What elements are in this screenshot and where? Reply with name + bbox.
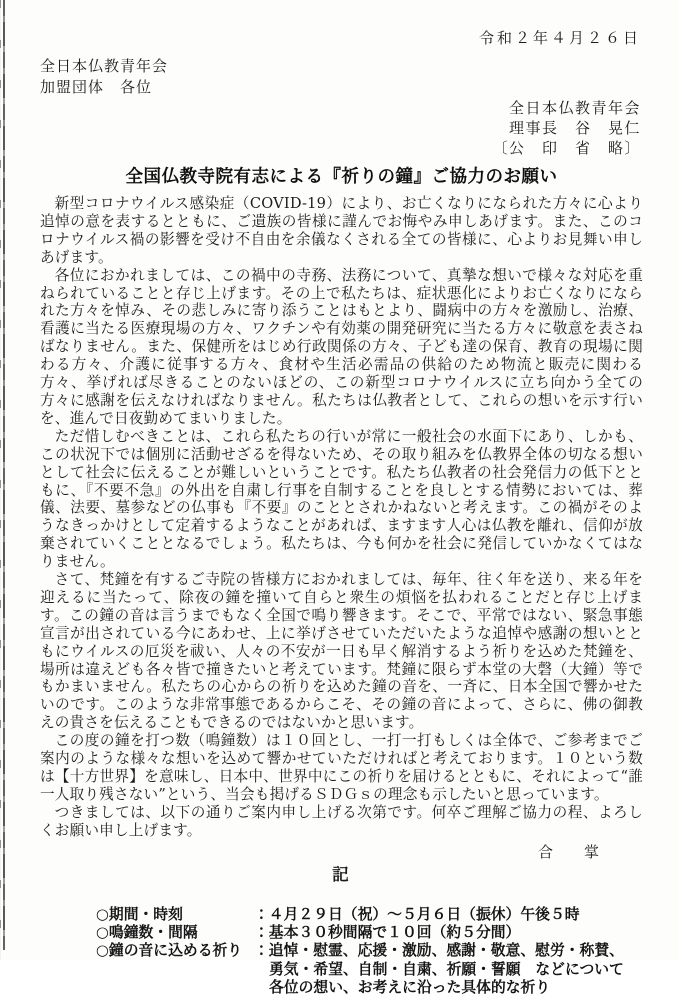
paragraph-3: ただ惜しむべきことは、これら私たちの行いが常に一般社会の水面下にあり、しかも、この状況下では個別に活動せざるを得ないため、その取り組みを仏教界全体の切なる想いとして社会に伝えることが難しいということです。私たち仏教者の社会発信力の低下とともに、『不要不急』の外出を自粛し行事を自制することを良しとする情勢においては、葬儀、法要、墓参などの仏事も『不要』のこととされかねないと考えます。この禍がそのようなきっかけとして定着するようなことがあれば、ますます人心は仏教を離れ、信仰が放棄されていくこととなるでしょう。私たちは、今も何かを社会に発信していかなくてはなりません。 (40, 427, 643, 571)
body-text (40, 195, 643, 840)
sender-title-name: 理事長 谷 晃仁 (508, 119, 641, 137)
item-period-value-line: ：４月２９日（祝）～５月６日（振休）午後５時 (254, 905, 580, 923)
item-ring-count-value-line: ：基本３０秒間隔で１０回（約５分間） (254, 924, 521, 942)
paragraph-1: 新型コロナウイルス感染症（COVID-19）により、お亡くなりになられた方々に心より追悼の意を表するとともに、ご遺族の皆様に謹んでお悔やみ申しあげます。また、このコロナウイルス禍の影響を受け不自由を余儀なくされる全ての皆様に、心よりお見舞い申しあげます。 (40, 195, 643, 266)
sender-org: 全日本仏教青年会 (508, 99, 641, 117)
item-prayers-value (254, 942, 643, 997)
item-prayers-value-line-3: 各位の想い、お考えに沿った具体的な祈り (269, 979, 551, 997)
item-prayers-value-line-1: ：追悼・慰霊、応援・激励、感謝・敬意、慰労・称賛、 (254, 942, 624, 960)
item-prayers (96, 942, 643, 997)
document-date: 令和２年４月２６日 (478, 29, 641, 47)
document-title: 全国仏教寺院有志による『祈りの鐘』ご協力のお願い (125, 167, 558, 187)
gassho-closing: 合 掌 (537, 842, 607, 861)
item-period-label: ○期間・時刻 (96, 905, 183, 923)
item-ring-count-label: ○鳴鐘数・間隔 (96, 924, 198, 942)
scan-edge-artifact (0, 0, 1, 960)
ki-heading: 記 (332, 864, 351, 884)
paragraph-5: この度の鐘を打つ数（鳴鐘数）は１０回とし、一打一打もしくは全体で、ご参考までご案内のような様々な想いを込めて響かせていただければと考えております。１０という数は【十方世界】を意味し、日本中、世界中にこの祈りを届けるとともに、それによって“誰一人取り残さない”という、当会も掲げるＳＤＧｓの理念も示したいと思っています。 (40, 732, 643, 803)
sender-seal-note: 〔公 印 省 略〕 (492, 139, 641, 157)
item-ring-count-value (254, 924, 643, 942)
paragraph-4: さて、梵鐘を有するご寺院の皆様方におかれましては、毎年、往く年を送り、来る年を迎えるに当たって、除夜の鐘を撞いて自らと衆生の煩悩を払われることだと存じ上げます。この鐘の音は言うまでもなく全国で鳴り響きます。そこで、平常ではない、緊急事態宣言が出されている今にあわせ、上に挙げさせていただいたような追悼や感謝の想いとともにウイルスの厄災を祓い、人々の不安が一日も早く解消するよう祈りを込めた梵鐘を、場所は違えども各々皆で撞きたいと考えています。梵鐘に限らず本堂の大磬（大鐘）等でもかまいません。私たちの心からの祈りを込めた鐘の音を、一斉に、日本全国で響かせたいのです。このような非常事態であるからこそ、その鐘の音によって、さらに、佛の御教えの貴さを伝えることもできるのではないかと思います。 (40, 571, 643, 732)
notice-items (96, 906, 643, 998)
addressee-salutation: 加盟団体 各位 (40, 78, 153, 96)
item-prayers-value-line-2: 勇気・希望、自制・自粛、祈願・誓願 などについて (269, 960, 624, 978)
paragraph-2: 各位におかれましては、この禍中の寺務、法務について、真摯な想いで様々な対応を重ねられていることと存じ上げます。その上で私たちは、症状悪化によりお亡くなりになられた方々を悼み、その悲しみに寄り添うことはもとより、闘病中の方々を激励し、治療、看護に当たる医療現場の方々、ワクチンや有効薬の開発研究に当たる方々に敬意を表さねばなりません。また、保健所をはじめ行政関係の方々、子ども達の保育、教育の現場に関わる方々、介護に従事する方々、食材や生活必需品の供給のため物流と販売に関わる方々、挙げれば尽きることのないほどの、この新型コロナウイルスに立ち向かう全ての方々に感謝を伝えなければなりません。私たちは仏教者として、これらの想いを示す行いを、進んで日夜勤めてまいりました。 (40, 266, 643, 427)
paragraph-6: つきましては、以下の通りご案内申し上げる次第です。何卒ご理解ご協力の程、よろしくお願い申し上げます。 (40, 803, 643, 839)
sender-block (40, 98, 643, 158)
scan-artifact-line (3, 0, 5, 950)
addressee-org: 全日本仏教青年会 (40, 57, 169, 75)
addressee-block (40, 56, 643, 98)
item-period-value (254, 906, 643, 924)
item-prayers-label: ○鐘の音に込める祈り (96, 942, 243, 960)
item-period (96, 906, 643, 924)
item-ring-count (96, 924, 643, 942)
